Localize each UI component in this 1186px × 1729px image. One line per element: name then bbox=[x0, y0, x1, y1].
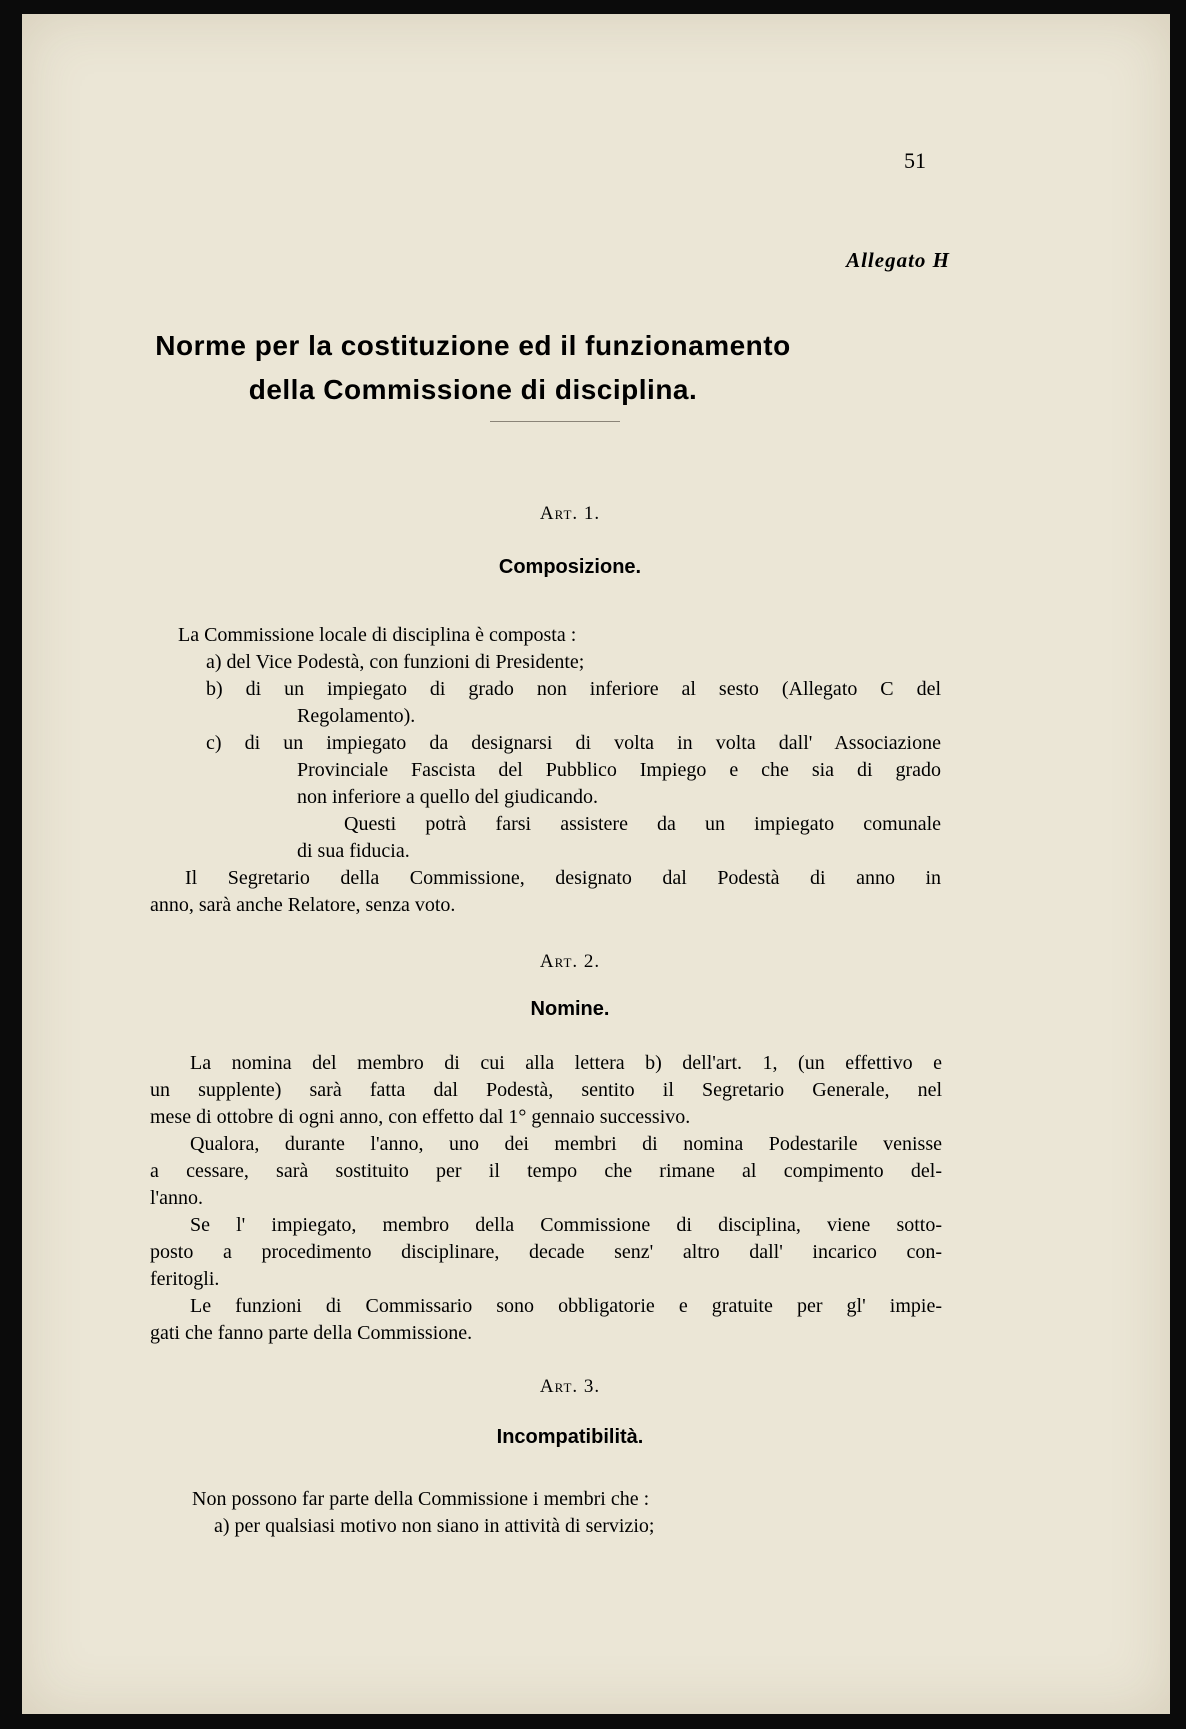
document-title-line2: della Commissione di disciplina. bbox=[248, 374, 698, 405]
art3-line: a) per qualsiasi motivo non siano in attività di servizio; bbox=[214, 1515, 655, 1537]
art3-line: Non possono far parte della Commissione i membri che : bbox=[192, 1488, 650, 1510]
art1-line: c) di un impiegato da designarsi di volta in volta dall' Associazione bbox=[206, 732, 941, 754]
art2-line: feritogli. bbox=[150, 1268, 220, 1290]
article-1-heading: Composizione. bbox=[498, 556, 642, 578]
art1-line: La Commissione locale di disciplina è composta : bbox=[178, 624, 577, 646]
art1-line: anno, sarà anche Relatore, senza voto. bbox=[150, 894, 456, 916]
page-number: 51 bbox=[904, 148, 926, 173]
art2-line: La nomina del membro di cui alla lettera b) dell'art. 1, (un effettivo e bbox=[190, 1052, 942, 1074]
article-1-label: Art. 1. bbox=[539, 503, 601, 524]
document-page bbox=[22, 14, 1170, 1714]
art2-line: Le funzioni di Commissario sono obbligatorie e gratuite per gl' impie- bbox=[190, 1295, 942, 1317]
art1-line: a) del Vice Podestà, con funzioni di Presidente; bbox=[206, 651, 585, 673]
art1-line: Provinciale Fascista del Pubblico Impiego e che sia di grado bbox=[297, 759, 941, 781]
art1-line: Il Segretario della Commissione, designato dal Podestà di anno in bbox=[185, 867, 941, 889]
art2-line: posto a procedimento disciplinare, decade senz' altro dall' incarico con- bbox=[150, 1241, 942, 1263]
art1-line: di sua fiducia. bbox=[297, 840, 410, 862]
art2-line: mese di ottobre di ogni anno, con effetto dal 1° gennaio successivo. bbox=[150, 1106, 691, 1128]
art2-line: gati che fanno parte della Commissione. bbox=[150, 1322, 473, 1344]
article-2-label: Art. 2. bbox=[539, 951, 601, 972]
article-2-heading: Nomine. bbox=[530, 998, 610, 1020]
article-3-heading: Incompatibilità. bbox=[496, 1426, 644, 1448]
art2-line: a cessare, sarà sostituito per il tempo che rimane al compimento del- bbox=[150, 1160, 942, 1182]
article-3-label: Art. 3. bbox=[539, 1376, 601, 1397]
document-title-line1: Norme per la costituzione ed il funzionamento bbox=[155, 330, 791, 361]
art2-line: Se l' impiegato, membro della Commissione di disciplina, viene sotto- bbox=[190, 1214, 942, 1236]
title-divider bbox=[490, 421, 620, 422]
art2-line: Qualora, durante l'anno, uno dei membri di nomina Podestarile venisse bbox=[190, 1133, 942, 1155]
art1-line: non inferiore a quello del giudicando. bbox=[297, 786, 599, 808]
art1-line: Regolamento). bbox=[297, 705, 416, 727]
annex-label: Allegato H bbox=[846, 248, 950, 272]
art1-line: b) di un impiegato di grado non inferiore al sesto (Allegato C del bbox=[206, 678, 941, 700]
art2-line: l'anno. bbox=[150, 1187, 204, 1209]
art2-line: un supplente) sarà fatta dal Podestà, sentito il Segretario Generale, nel bbox=[150, 1079, 942, 1101]
art1-line: Questi potrà farsi assistere da un impiegato comunale bbox=[344, 813, 941, 835]
